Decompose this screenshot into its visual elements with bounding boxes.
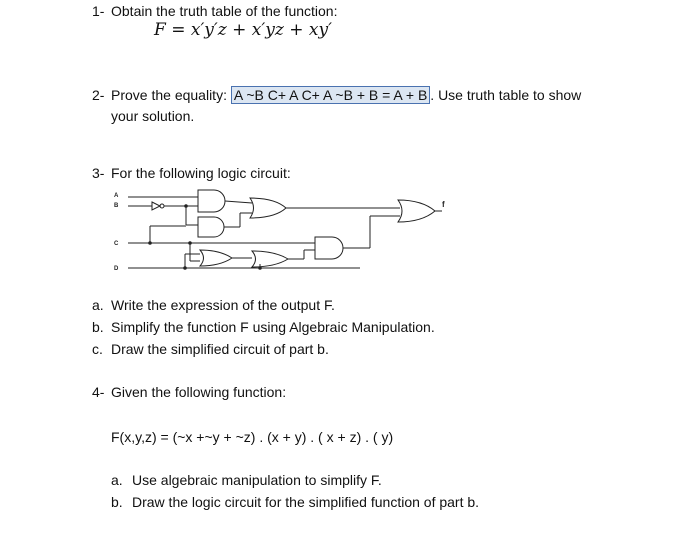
- q3-item-b-text: Simplify the function F using Algebraic Manipulation.: [111, 319, 435, 335]
- eq-lhs: F: [154, 20, 166, 40]
- q3-item-b-letter: b.: [92, 319, 104, 335]
- q1-number: 1-: [92, 3, 105, 19]
- and-gate-2: [198, 217, 224, 237]
- or-gate-3: [252, 251, 288, 267]
- q2-highlighted-equality: A ~B C+ A C+ A ~B + B = A + B: [231, 86, 430, 104]
- q4-number: 4-: [92, 384, 105, 400]
- q2-text-before: Prove the equality:: [111, 87, 227, 103]
- junction-c: [148, 241, 152, 245]
- q3-number: 3-: [92, 165, 105, 181]
- label-input-b: B: [114, 203, 119, 209]
- not-gate-b: [152, 202, 160, 210]
- junction-b: [184, 204, 188, 208]
- q4-item-a-text: Use algebraic manipulation to simplify F.: [132, 472, 382, 488]
- q4-function: F(x,y,z) = (~x +~y + ~z) . (x + y) . ( x + z) . ( y): [111, 429, 394, 445]
- q3-item-c-text: Draw the simplified circuit of part b.: [111, 341, 329, 357]
- q2-line-2: your solution.: [111, 108, 195, 124]
- and-gate-3: [315, 237, 343, 259]
- wire-and1-or1: [225, 201, 252, 203]
- eq-sign: =: [171, 20, 186, 40]
- eq-plus-1: +: [232, 20, 247, 40]
- q2-line-1: [111, 87, 581, 103]
- label-input-c: C: [114, 241, 119, 247]
- q1-equation: [154, 21, 332, 39]
- q4-item-b-text: Draw the logic circuit for the simplified function of part b.: [132, 494, 480, 510]
- q1-text: Obtain the truth table of the function:: [111, 3, 338, 19]
- q3-item-a-letter: a.: [92, 297, 104, 313]
- logic-circuit: [100, 182, 450, 282]
- q3-item-a-text: Write the expression of the output F.: [111, 297, 335, 313]
- label-input-d: D: [114, 266, 119, 272]
- q4-item-a-letter: a.: [111, 472, 123, 488]
- q3-text: For the following logic circuit:: [111, 165, 291, 181]
- label-input-a: A: [114, 193, 119, 199]
- or-gate-1: [250, 198, 286, 218]
- eq-term-1: x′y′z: [190, 20, 227, 40]
- q2-number: 2-: [92, 87, 105, 103]
- eq-plus-2: +: [289, 20, 304, 40]
- junction-d: [183, 266, 187, 270]
- or-gate-2: [200, 250, 232, 266]
- and-gate-1: [198, 190, 225, 212]
- junction-d-2: [258, 266, 262, 270]
- q2-text-after: . Use truth table to show: [430, 87, 582, 103]
- eq-term-3: xy′: [308, 20, 332, 40]
- final-or-gate: [398, 200, 435, 222]
- q4-item-b-letter: b.: [111, 494, 123, 510]
- eq-term-2: x′yz: [251, 20, 284, 40]
- q4-text: Given the following function:: [111, 384, 287, 400]
- q3-item-c-letter: c.: [92, 341, 103, 357]
- label-output-f: f: [442, 200, 445, 209]
- junction-c-2: [188, 241, 192, 245]
